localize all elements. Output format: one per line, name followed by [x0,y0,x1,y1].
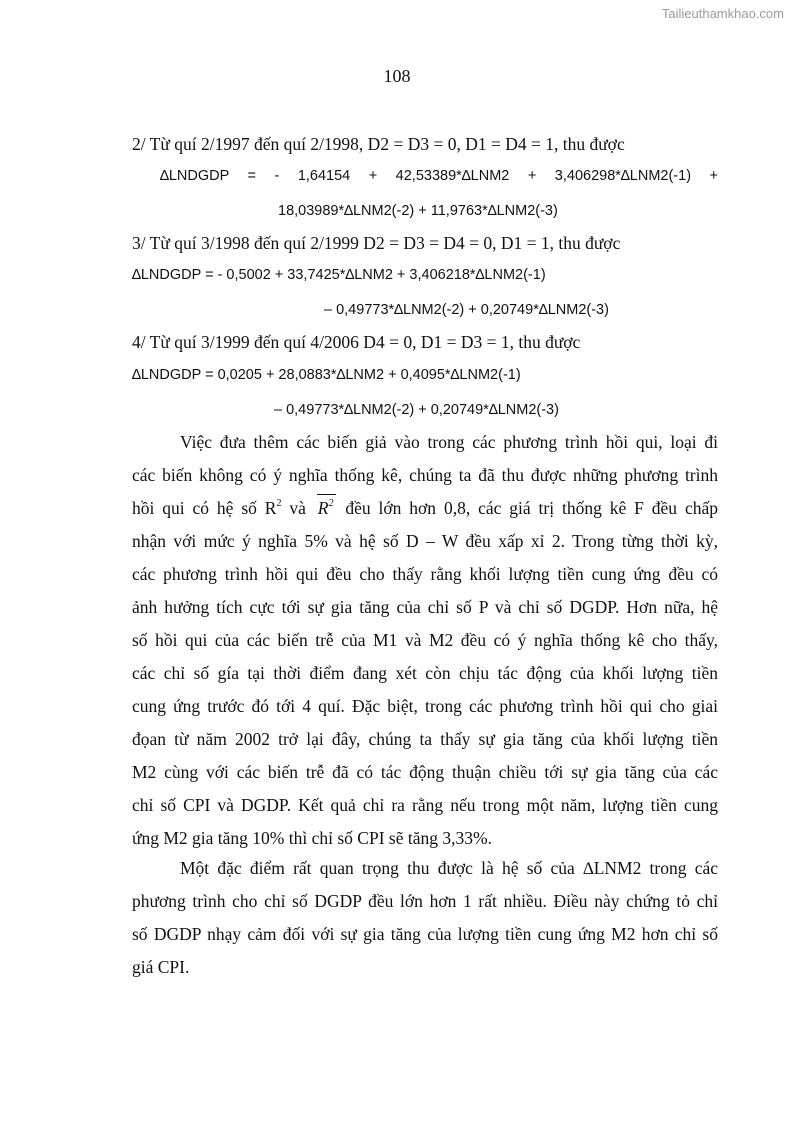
section-3-heading: 3/ Từ quí 3/1998 đến quí 2/1999 D2 = D3 = D4 = 0, D1 = 1, thu được [132,233,621,253]
paragraph-1-line: chỉ số CPI và DGDP. Kết quả chỉ ra rằng nếu trong một năm, lượng tiền cung [132,795,718,815]
section-3-equation-line-2: – 0,49773*∆LNM2(-2) + 0,20749*∆LNM2(-3) [324,302,609,318]
r-squared-superscript: 2 [276,498,282,509]
paragraph-1-line: Việc đưa thêm các biến giả vào trong các phương trình hồi qui, loại đi [180,432,718,452]
paragraph-1-line: ảnh hưởng tích cực tới sự gia tăng của chỉ số P và chỉ số DGDP. Hơn nữa, hệ [132,597,718,617]
paragraph-1-line: M2 cùng với các biến trễ đã có tác động thuận chiều tới sự gia tăng của các [132,762,718,782]
paragraph-2-last-line: giá CPI. [132,957,190,977]
paragraph-2-line: Một đặc điểm rất quan trọng thu được là hệ số của ∆LNM2 trong các [180,858,718,878]
section-2-heading: 2/ Từ quí 2/1997 đến quí 2/1998, D2 = D3 = 0, D1 = D4 = 1, thu được [132,134,625,154]
section-4-equation-line-2: – 0,49773*∆LNM2(-2) + 0,20749*∆LNM2(-3) [274,402,559,418]
section-4-equation-line-1: ∆LNDGDP = 0,0205 + 28,0883*∆LNM2 + 0,4095*∆LNM2(-1) [132,367,521,383]
paragraph-2-line: số DGDP nhạy cảm đối với sự gia tăng của lượng tiền cung ứng M2 hơn chỉ số [132,924,718,944]
watermark: Tailieuthamkhao.com [661,6,784,21]
paragraph-2-line: phương trình cho chỉ số DGDP đều lớn hơn 1 rất nhiều. Điều này chứng tỏ chỉ [132,891,718,911]
paragraph-1-line: đọan từ năm 2002 trở lại đây, chúng ta thấy sự gia tăng của khối lượng tiền [132,729,718,749]
paragraph-1-line: nhận với mức ý nghĩa 5% và hệ số D – W đều xấp xỉ 2. Trong từng thời kỳ, [132,531,718,551]
adjusted-r-squared-symbol: $R^2$ [318,498,334,519]
section-4-heading: 4/ Từ quí 3/1999 đến quí 4/2006 D4 = 0, D1 = D3 = 1, thu được [132,332,581,352]
paragraph-1-line-with-r-squared [132,498,718,519]
section-3-equation-line-1: ∆LNDGDP = - 0,5002 + 33,7425*∆LNM2 + 3,406218*∆LNM2(-1) [132,267,546,283]
section-2-equation-line-2: 18,03989*∆LNM2(-2) + 11,9763*∆LNM2(-3) [278,203,558,219]
r-squared-text: hồi qui có hệ số R [132,498,277,518]
section-2-equation-line-1: ∆LNDGDP = - 1,64154 + 42,53389*∆LNM2 + 3,406298*∆LNM2(-1) + [160,168,718,184]
paragraph-1-line: các phương trình hồi qui đều cho thấy rằng khối lượng tiền cung ứng đều có [132,564,718,584]
and-text: và [281,498,314,518]
paragraph-1-line: số hồi qui của các biến trễ của M1 và M2 đều có ý nghĩa thống kê cho thấy, [132,630,718,650]
paragraph-1-line-3-rest: đều lớn hơn 0,8, các giá trị thống kê F đều chấp [337,498,718,518]
paragraph-1-line: các chỉ số gía tại thời điểm đang xét còn chịu tác động của khối lượng tiền [132,663,718,683]
paragraph-1-line: các biến không có ý nghĩa thống kê, chúng ta đã thu được những phương trình [132,465,718,485]
page-number: 108 [383,66,411,86]
paragraph-1-last-line: ứng M2 gia tăng 10% thì chỉ số CPI sẽ tăng 3,33%. [132,828,492,848]
paragraph-1-line: cung ứng trước đó tới 4 quí. Đặc biệt, trong các phương trình hồi qui cho giai [132,696,718,716]
